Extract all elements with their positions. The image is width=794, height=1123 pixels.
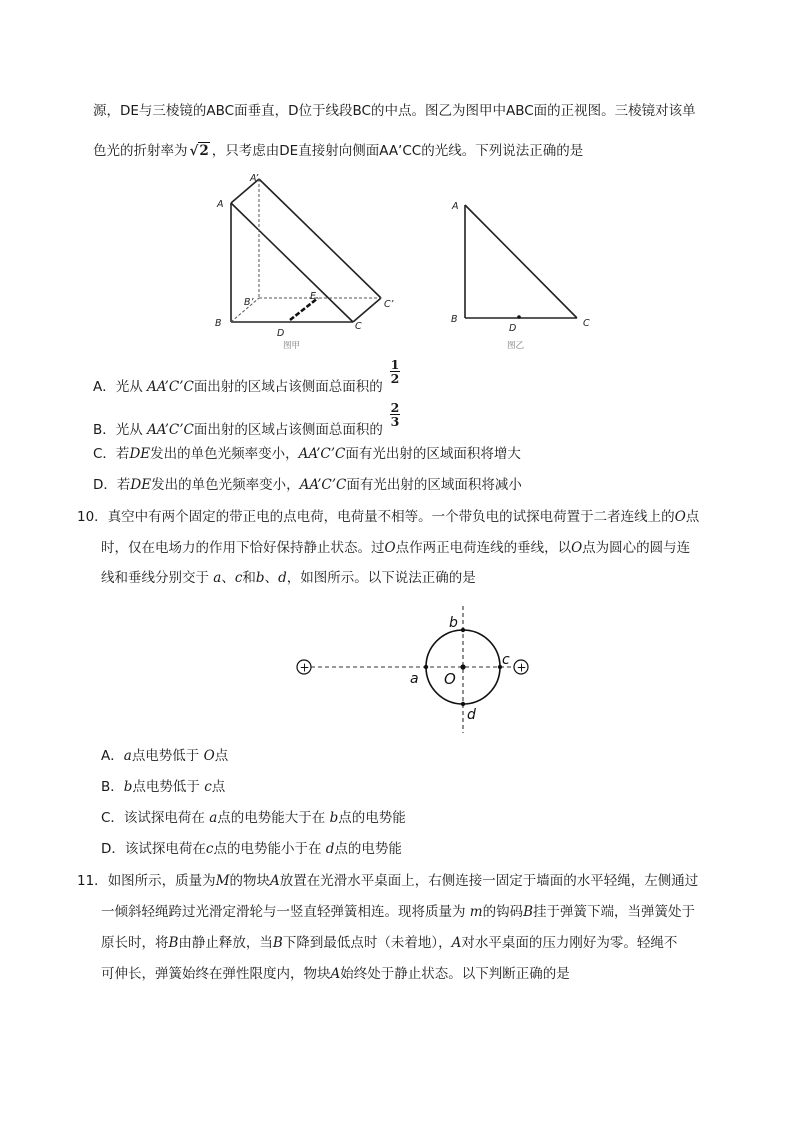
intro-line-1: 源，DE与三棱镜的ABC面垂直，D位于线段BC的中点。图乙为图甲中ABC面的正视图。三棱镜对该单 xyxy=(93,103,696,119)
label-B: B xyxy=(215,318,222,329)
yi-label-A: A xyxy=(452,201,459,212)
point-b xyxy=(461,628,465,632)
q11-line-2: 一倾斜轻绳跨过光滑定滑轮与一竖直轻弹簧相连。现将质量为 m的钩码B挂于弹簧下端，当弹簧处于 xyxy=(101,904,696,920)
yi-label-B: B xyxy=(451,314,458,325)
label-d: d xyxy=(467,707,476,723)
q9-option-c: C．若DE发出的单色光频率变小，AA’C’C面有光出射的区域面积将增大 xyxy=(93,446,521,462)
label-A: A xyxy=(217,199,224,210)
point-a xyxy=(424,665,428,669)
label-A-prime: A’ xyxy=(250,173,259,184)
label-b: b xyxy=(449,615,458,631)
caption-jia: 图甲 xyxy=(283,341,301,351)
label-C-prime: C’ xyxy=(384,299,394,310)
label-E: E xyxy=(310,291,317,302)
q10-option-b: B．b点电势低于 c点 xyxy=(101,779,226,795)
q11-line-4: 可伸长，弹簧始终在弹性限度内，物块A始终处于静止状态。以下判断正确的是 xyxy=(101,966,570,982)
point-O xyxy=(460,664,465,669)
yi-label-C: C xyxy=(583,318,590,329)
q9-option-a: A．光从 AA’C’C面出射的区域占该侧面总面积的 xyxy=(93,379,383,395)
yi-label-D: D xyxy=(509,323,517,334)
q11-line-3: 原长时，将B由静止释放，当B下降到最低点时（未着地），A对水平桌面的压力刚好为零。轻绳不 xyxy=(101,935,678,951)
label-a: a xyxy=(410,671,419,687)
q10-line-1: 10．真空中有两个固定的带正电的点电荷，电荷量不相等。一个带负电的试探电荷置于二者连线上的O点 xyxy=(77,509,700,525)
q9-option-d: D．若DE发出的单色光频率变小，AA’C’C面有光出射的区域面积将减小 xyxy=(93,477,522,493)
q10-option-a: A．a点电势低于 O点 xyxy=(101,748,229,764)
q10-option-c: C．该试探电荷在 a点的电势能大于在 b点的电势能 xyxy=(101,810,406,826)
plus-left: + xyxy=(299,660,310,675)
label-c: c xyxy=(502,652,510,668)
q11-line-1: 11．如图所示，质量为M的物块A放置在光滑水平桌面上，右侧连接一固定于墙面的水平轻绳，左侧通过 xyxy=(77,873,699,889)
fraction-two-thirds: 2 3 xyxy=(390,400,400,429)
point-d xyxy=(461,702,465,706)
label-C: C xyxy=(355,321,362,332)
label-O: O xyxy=(444,670,456,688)
fraction-one-half: 1 2 xyxy=(390,357,400,386)
intro-line-2: 色光的折射率为 √2 ，只考虑由DE直接射向侧面AA’CC的光线。下列说法正确的是 xyxy=(93,143,584,159)
caption-yi: 图乙 xyxy=(507,341,525,351)
label-D: D xyxy=(277,328,285,339)
plus-right: + xyxy=(516,660,527,675)
q9-option-b: B．光从 AA’C’C面出射的区域占该侧面总面积的 xyxy=(93,422,383,438)
q10-line-2: 时，仅在电场力的作用下恰好保持静止状态。过O点作两正电荷连线的垂线，以O点为圆心的圆与连 xyxy=(101,540,691,556)
q10-option-d: D．该试探电荷在c点的电势能小于在 d点的电势能 xyxy=(101,841,402,857)
label-B-prime: B’ xyxy=(244,297,254,308)
sqrt-symbol: √2 xyxy=(189,143,209,159)
q10-line-3: 线和垂线分别交于 a、c和b、d，如图所示。以下说法正确的是 xyxy=(101,570,476,586)
